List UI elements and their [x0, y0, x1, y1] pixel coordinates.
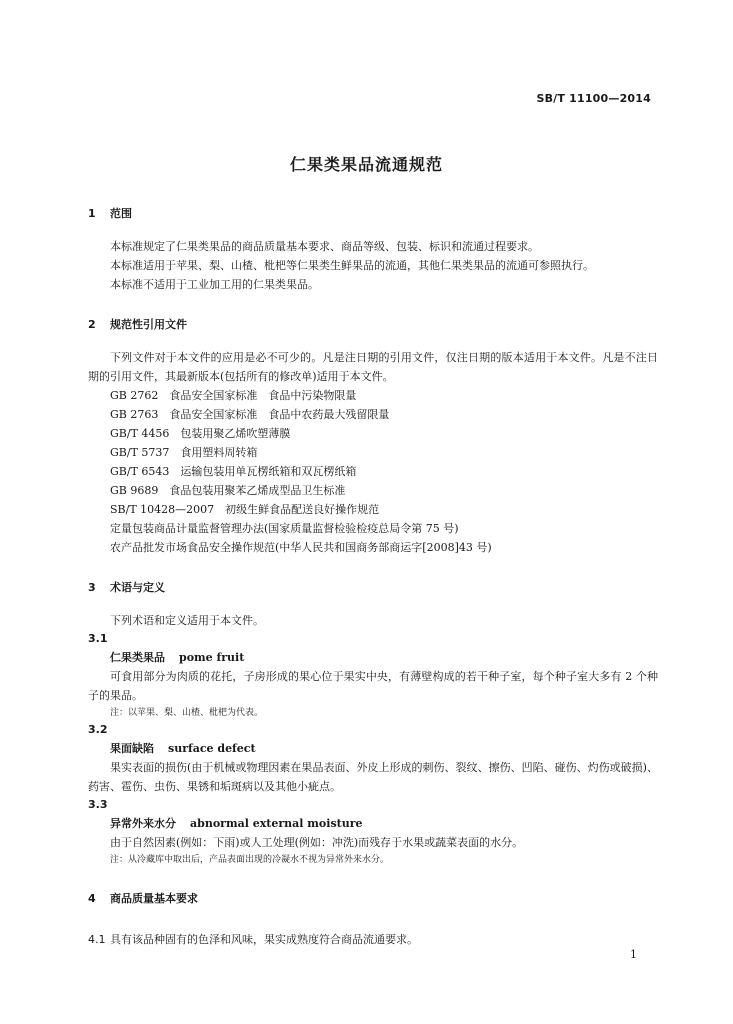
section-1-heading [88, 205, 658, 223]
section-number: 3 [88, 581, 96, 594]
document-title: 仁果类果品流通规范 [289, 155, 443, 174]
section-number: 1 [88, 207, 96, 220]
reference-item: 农产品批发市场食品安全操作规范(中华人民共和国商务部商运字[2008]43 号) [110, 541, 492, 554]
paragraph: 本标准规定了仁果类果品的商品质量基本要求、商品等级、包装、标识和流通过程要求。 [110, 240, 539, 253]
term-note: 注：从冷藏库中取出后，产品表面出现的冷凝水不视为异常外来水分。 [110, 855, 390, 865]
term-note: 注：以苹果、梨、山楂、枇杷为代表。 [110, 708, 264, 718]
requirement-item [88, 930, 658, 949]
section-3-heading [88, 579, 658, 597]
reference-item: GB 9689 食品包装用聚苯乙烯成型品卫生标准 [110, 484, 346, 497]
requirement-text: 具有该品种固有的色泽和风味，果实成熟度符合商品流通要求。 [110, 933, 418, 946]
term-zh: 异常外来水分 [110, 817, 176, 830]
section-title: 商品质量基本要求 [110, 892, 198, 905]
reference-item: GB/T 5737 食用塑料周转箱 [110, 446, 258, 459]
reference-item: GB/T 6543 运输包装用单瓦楞纸箱和双瓦楞纸箱 [110, 465, 357, 478]
page-number: 1 [630, 948, 637, 961]
section-4-heading [88, 890, 658, 908]
clause-number: 3.1 [88, 632, 108, 645]
standard-code: SB/T 11100—2014 [536, 92, 651, 105]
term-heading [88, 648, 658, 667]
term-definition: 可食用部分为肉质的花托，子房形成的果心位于果实中央，有薄壁构成的若干种子室，每个种子室大多有 2 个种子的果品。 [88, 670, 658, 702]
paragraph: 下列术语和定义适用于本文件。 [110, 614, 264, 627]
section-number: 2 [88, 318, 96, 331]
section-title: 规范性引用文件 [110, 318, 187, 331]
clause-number: 4.1 [88, 933, 106, 946]
term-definition: 由于自然因素(例如：下雨)或人工处理(例如：冲洗)而残存于水果或蔬菜表面的水分。 [110, 836, 524, 849]
reference-item: SB/T 10428—2007 初级生鲜食品配送良好操作规范 [110, 503, 380, 516]
section-2-heading [88, 316, 658, 334]
reference-item: GB/T 4456 包装用聚乙烯吹塑薄膜 [110, 427, 291, 440]
reference-item: GB 2762 食品安全国家标准 食品中污染物限量 [110, 389, 357, 402]
clause-number: 3.3 [88, 798, 108, 811]
term-en: abnormal external moisture [190, 817, 363, 830]
section-number: 4 [88, 892, 96, 905]
reference-item: 定量包装商品计量监督管理办法(国家质量监督检验检疫总局令第 75 号) [110, 522, 459, 535]
section-title: 术语与定义 [110, 581, 165, 594]
paragraph: 本标准不适用于工业加工用的仁果类果品。 [110, 278, 319, 291]
term-definition: 果实表面的损伤(由于机械或物理因素在果品表面、外皮上形成的刺伤、裂纹、擦伤、凹陷、碰伤、灼伤或破损)、药害、雹伤、虫伤、果锈和垢斑病以及其他小疵点。 [88, 761, 658, 793]
term-zh: 果面缺陷 [110, 742, 154, 755]
term-en: pome fruit [179, 651, 245, 664]
term-en: surface defect [168, 742, 256, 755]
term-heading [88, 814, 658, 833]
paragraph: 本标准适用于苹果、梨、山楂、枇杷等仁果类生鲜果品的流通，其他仁果类果品的流通可参照执行。 [110, 259, 594, 272]
reference-item: GB 2763 食品安全国家标准 食品中农药最大残留限量 [110, 408, 390, 421]
clause-number: 3.2 [88, 723, 108, 736]
document-body [88, 205, 658, 949]
section-title: 范围 [110, 207, 132, 220]
term-zh: 仁果类果品 [110, 651, 165, 664]
term-heading [88, 739, 658, 758]
paragraph: 下列文件对于本文件的应用是必不可少的。凡是注日期的引用文件，仅注日期的版本适用于本文件。凡是不注日期的引用文件，其最新版本(包括所有的修改单)适用于本文件。 [88, 351, 658, 383]
